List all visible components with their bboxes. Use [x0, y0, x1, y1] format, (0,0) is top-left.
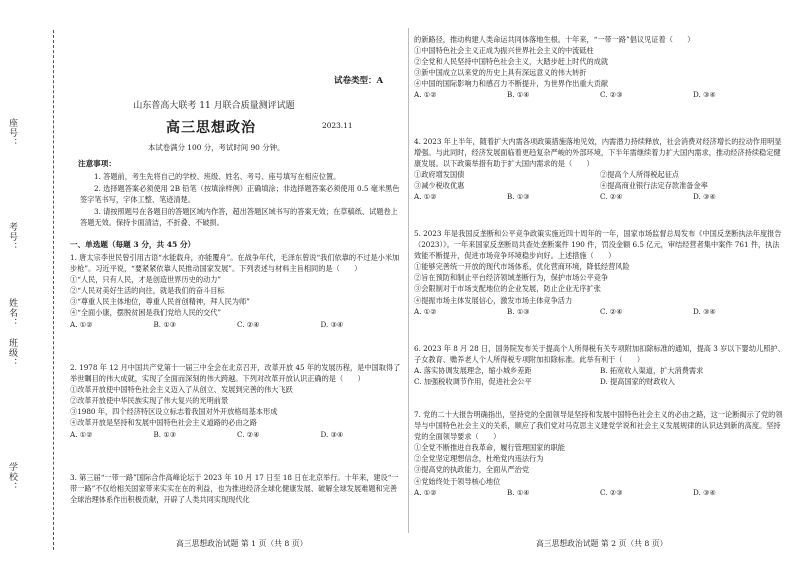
- class-field: 班级：: [7, 338, 17, 368]
- statement: ②改革开放使中华民族实现了伟大复兴的光明前景: [70, 396, 229, 406]
- page-footer-right: 高三思想政治试题 第 2 页（共 8 页）: [536, 539, 668, 548]
- statement: ①全党不断推进自我革命，履行管理国家的职能: [414, 443, 565, 453]
- option-c[interactable]: C. ②④: [600, 192, 623, 202]
- seat-number-field: 座号：: [7, 118, 17, 148]
- question-6: [414, 343, 786, 387]
- question-2: [70, 362, 404, 440]
- note-item: 2. 选择题答案必须使用 2B 铅笔（按填涂样例）正确填涂；非选择题答案必须使用 0.5 毫米黑色签字笔书写，字体工整、笔迹清楚。: [80, 184, 400, 204]
- question-stem: 6. 2023 年 8 月 28 日，国务院发布关于提高个人所得税有关专项附加扣除标准的通知，提高 3 岁以下婴幼儿照护、子女教育、赡养老人个人所得税专项附加扣除标准。此举有利于（ ）: [414, 344, 785, 365]
- statement: ①能够完善统一开放的现代市场体系，优化营商环境，降低经营风险: [414, 262, 630, 272]
- subject-title: 高三思想政治: [166, 120, 256, 136]
- statements-row: [414, 169, 786, 180]
- option-a[interactable]: A. ①②: [414, 306, 437, 316]
- statement: ③会限制对于市场支配地位的企业发展，防止企业无序扩张: [414, 284, 601, 294]
- statement: ④党始终处于领导核心地位: [414, 476, 501, 486]
- question-7: [414, 409, 786, 498]
- statement: ④“全面小康，摆脱贫困是我们党给人民的交代”: [70, 308, 222, 318]
- statement: ③1980 年，四个经济特区设立标志着我国对外开放格局基本形成: [70, 407, 278, 417]
- question-4: [414, 136, 786, 203]
- statement: ②旨在预防和制止平台经济领域垄断行为，保护市场公平竞争: [414, 273, 609, 283]
- options-row: [70, 429, 404, 440]
- statement: ②全党和人民坚持中国特色社会主义，大踏步赶上时代的成就: [414, 57, 609, 67]
- cut-line: [53, 30, 54, 550]
- option-d[interactable]: D. ③④: [693, 192, 716, 202]
- name-field: 姓名：: [7, 298, 17, 328]
- statement: ①“人民，只有人民，才是创造世界历史的动力”: [70, 275, 222, 285]
- statement: ②“人民对美好生活的向往，就是我们的奋斗目标: [70, 286, 225, 296]
- statement: ①改革开放使中国特色社会主义迈入了从创立、发展到完善的伟大飞跃: [70, 385, 293, 395]
- option-b[interactable]: B. ①④: [507, 90, 530, 100]
- paper-type: 试卷类型：A: [334, 76, 384, 86]
- column-divider: [408, 28, 409, 533]
- question-stem: 4. 2023 年上半年，随着扩大内需各项政策措施落地见效，内需潜力持续释放，社会消费对经济增长的拉动作用明显增强。与此同时，经济发展面临着更趋复杂严峻的外部环境，下半年需继续着力扩大国内需求，推动经济持续稳定健康发展。以下政策举措有助于扩大国内需求的是（ ）: [414, 137, 782, 169]
- option-c[interactable]: C. ②③: [600, 487, 623, 497]
- option-d[interactable]: D. ③④: [320, 429, 344, 439]
- question-3-continued: [414, 34, 786, 101]
- option-a[interactable]: A. ①②: [70, 429, 93, 439]
- exam-title: 山东普高大联考 11 月联合质量测评试题: [133, 101, 295, 111]
- option-c[interactable]: C. 加强税收调节作用，促进社会公平: [414, 377, 532, 387]
- section-title: 一、单选题（每题 3 分，共 45 分）: [70, 240, 196, 249]
- exam-number-field: 考号：: [7, 222, 17, 252]
- exam-date: 2023.11: [322, 121, 353, 130]
- statement: ③提高党的执政能力，全面从严治党: [414, 465, 530, 475]
- question-stem: 5. 2023 年是我国反垄断和公平竞争政策实施近四十周年的一年，国家市场监督总局发布《中国反垄断执法年度报告（2023）》。一年来国家反垄断局共查处垄断案件 190 件，罚没金额 6.5 亿元，审结经营者集中案件 761 件，执法效能不断提升，促进市场竞争环境稳步向好。上述措施（ ）: [414, 229, 782, 261]
- page-footer-left: 高三思想政治试题 第 1 页（共 8 页）: [176, 539, 308, 548]
- statement: ④提高商业银行法定存款准备金率: [600, 181, 708, 191]
- option-c[interactable]: C. ②④: [237, 429, 260, 439]
- option-b[interactable]: B. 拓宽收入渠道，扩大消费需求: [600, 366, 704, 376]
- statement: ②全党坚定理想信念，杜绝党内违法行为: [414, 454, 544, 464]
- options-row: [414, 487, 786, 498]
- option-a[interactable]: A. ①②: [414, 90, 437, 100]
- statement: ③减少税收优惠: [414, 181, 465, 191]
- statement: ③新中国成立以来党的历史上具有深远意义的伟大转折: [414, 68, 587, 78]
- option-c[interactable]: C. ②④: [600, 306, 623, 316]
- option-a[interactable]: A. 落实协调发展理念，缩小城乡差距: [414, 366, 532, 376]
- option-b[interactable]: B. ①③: [153, 319, 177, 329]
- option-c[interactable]: C. ②③: [600, 90, 623, 100]
- score-info: 本试卷满分 100 分，考试时间 90 分钟。: [148, 143, 285, 152]
- note-item: 1. 答题前，考生先将自己的学校、班级、姓名、考号、座号填写在相应位置。: [94, 172, 341, 181]
- question-5: [414, 228, 786, 317]
- statement: ④改革开放是坚持和发展中国特色社会主义道路的必由之路: [70, 418, 257, 428]
- question-stem: 的新路径，推动构建人类命运共同体落地生根。十年来，“一带一路”倡议见证着（ ）: [414, 35, 695, 44]
- school-field: 学校：: [7, 462, 17, 492]
- statement: ①中国特色社会主义正成为振兴世界社会主义的中流砥柱: [414, 46, 594, 56]
- statement: ④中国的国际影响力和感召力不断提升，为世界作出重大贡献: [414, 79, 609, 89]
- options-row: [414, 191, 786, 202]
- option-d[interactable]: D. 提高国家的财政收入: [600, 377, 675, 387]
- question-3: [70, 472, 404, 505]
- question-stem: 7. 党的二十大报告明确指出，坚持党的全面领导是坚持和发展中国特色社会主义的必由之路，这一论断揭示了党的领导与中国特色社会主义的关系，顺应了我们党对马克思主义建党学说和社会主义发展规律的认识达到新的高度。坚持党的全面领导要求（ ）: [414, 410, 783, 442]
- option-b[interactable]: B. ①③: [507, 306, 530, 316]
- statement: ①政府增发国债: [414, 170, 465, 180]
- options-row: [414, 89, 786, 100]
- option-d[interactable]: D. ③④: [320, 319, 344, 329]
- options-row: [414, 376, 786, 387]
- option-c[interactable]: C. ②④: [237, 319, 260, 329]
- question-stem: 3. 第三届“一带一路”国际合作高峰论坛于 2023 年 10 月 17 日至 18 日在北京举行。十年来，建设“一带一路”不仅给相关国家带来实实在在的利益，也为推进经济全球化健康发展、破解全球发展难题和完善全球治理体系作出积极贡献，开辟了人类共同实现现代化: [70, 473, 399, 505]
- notes-title: 注意事项：: [78, 159, 116, 168]
- option-a[interactable]: A. ①②: [414, 192, 437, 202]
- option-b[interactable]: B. ①③: [507, 192, 530, 202]
- binding-margin: [0, 0, 62, 566]
- statements-row: [414, 180, 786, 191]
- statement: ③“尊重人民主体地位，尊重人民首创精神，拜人民为师”: [70, 297, 250, 307]
- option-d[interactable]: D. ③④: [693, 487, 716, 497]
- option-d[interactable]: D. ③④: [693, 306, 716, 316]
- options-row: [70, 319, 404, 330]
- option-a[interactable]: A. ①②: [70, 319, 93, 329]
- question-stem: 2. 1978 年 12 月中国共产党第十一届三中全会在北京召开，改革开放 45 年的发展历程，是中国取得了举世瞩目的伟大成就，实现了全面而深刻的伟大跨越。下列对改革开放认识正确的是（ ）: [70, 363, 401, 384]
- options-row: [414, 306, 786, 317]
- option-a[interactable]: A. ①②: [414, 487, 437, 497]
- statement: ④提振市场主体发展信心，激发市场主体竞争活力: [414, 295, 573, 305]
- options-row: [414, 365, 786, 376]
- option-b[interactable]: B. ①③: [153, 429, 177, 439]
- option-b[interactable]: B. ①④: [507, 487, 530, 497]
- question-1: [70, 252, 404, 330]
- option-d[interactable]: D. ③④: [693, 90, 716, 100]
- note-item: 3. 请按照题号在各题目的答题区域内作答，超出答题区域书写的答案无效；在草稿纸、试题卷上答题无效。保持卡面清洁，不折叠、不破损。: [80, 207, 398, 227]
- statement: ②提高个人所得税起征点: [600, 170, 680, 180]
- question-stem: 1. 唐太宗李世民曾引用古语“水能载舟，亦能覆舟”。在战争年代，毛泽东曾说“我们依靠的不过是小米加步枪”。习近平说，“要紧紧依靠人民推动国家发展”。下列表述与材料主旨相同的是（ ）: [70, 253, 400, 274]
